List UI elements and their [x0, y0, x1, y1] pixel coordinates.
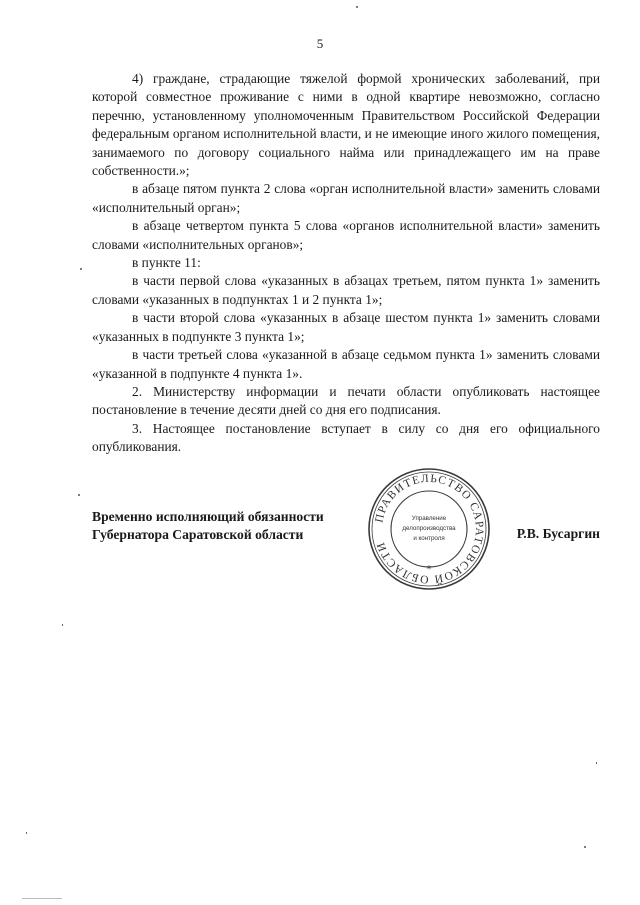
paragraph-part-one: в части первой слова «указанных в абзацах третьем, пятом пункта 1» заменить словами «указанных в подпунктах 1 и 2 пункта 1»; [92, 273, 600, 307]
scan-speck [596, 762, 597, 764]
svg-text:*: * [426, 564, 432, 575]
paragraph-amend-clause-2: в абзаце пятом пункта 2 слова «орган исполнительной власти» заменить словами «исполнительный орган»; [92, 181, 600, 215]
seal-graphic [366, 466, 492, 592]
scan-speck [584, 846, 586, 848]
paragraph-part-two: в части второй слова «указанных в абзаце шестом пункта 1» заменить словами «указанных в подпункте 3 пункта 1»; [92, 310, 600, 344]
seal-inner-line-1: Управление [411, 515, 447, 522]
paragraph-item-4: 4) граждане, страдающие тяжелой формой хронических заболеваний, при которой совместное проживание с ними в одной квартире невозможно, согласно перечню, установленному уполномоченным Правительством Российской Федерации федеральным органом исполнительной власти, и не имеющие иного жилого помещения, занимаемого по договору социального найма или принадлежащего им на праве собственности.»; [92, 71, 600, 179]
paragraph-effective-date: 3. Настоящее постановление вступает в силу со дня его официального опубликования. [92, 420, 600, 455]
signatory-title-line-1: Временно исполняющий обязанности [92, 509, 324, 524]
signatory-title [92, 508, 362, 544]
scan-edge-line [22, 898, 62, 899]
paragraph-part-three: в части третьей слова «указанной в абзаце седьмом пункта 1» заменить словами «указанной в подпункте 4 пункта 1». [92, 347, 600, 381]
document-body [92, 70, 600, 457]
scan-speck [78, 494, 80, 496]
scan-speck [26, 832, 27, 834]
official-seal [366, 466, 492, 592]
seal-inner-line-3: и контроля [413, 535, 445, 542]
signatory-name: Р.В. Бусаргин [516, 526, 600, 541]
signatory-title-line-2: Губернатора Саратовской области [92, 527, 304, 542]
page-number: 5 [316, 36, 324, 51]
scan-speck [80, 268, 82, 270]
scan-speck [356, 6, 358, 8]
paragraph-amend-clause-5: в абзаце четвертом пункта 5 слова «органов исполнительной власти» заменить словами «исполнительных органов»; [92, 218, 600, 252]
seal-outer-text: ПРАВИТЕЛЬСТВО САРАТОВСКОЙ ОБЛАСТИ [373, 472, 486, 586]
seal-inner-line-2: делопроизводства [402, 525, 456, 532]
scan-speck [62, 624, 63, 626]
paragraph-publication: 2. Министерству информации и печати области опубликовать настоящее постановление в течение десяти дней со дня его подписания. [92, 383, 600, 418]
paragraph-clause-11-intro: в пункте 11: [132, 255, 201, 271]
